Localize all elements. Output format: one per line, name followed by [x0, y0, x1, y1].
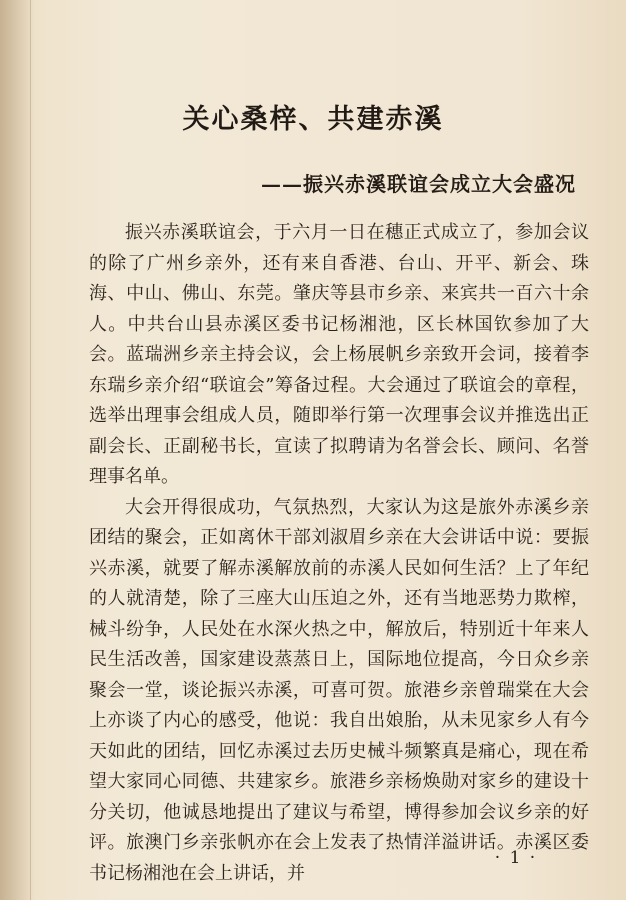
article-body [89, 218, 589, 889]
paragraph-1: 振兴赤溪联谊会，于六月一日在穗正式成立了，参加会议的除了广州乡亲外，还有来自香港、台山、开平、新会、珠海、中山、佛山、东莞。肇庆等县市乡亲、来宾共一百六十余人。中共台山县赤溪区委书记杨湘池，区长林国钦参加了大会。蓝瑞洲乡亲主持会议，会上杨展帆乡亲致开会词，接着李东瑞乡亲介绍“联谊会”筹备过程。大会通过了联谊会的章程，选举出理事会组成人员，随即举行第一次理事会议并推选出正副会长、正副秘书长，宣读了拟聘请为名誉会长、顾问、名誉理事名单。 [89, 222, 589, 487]
page-number: · 1 · [494, 848, 538, 868]
article-subtitle: ——振兴赤溪联谊会成立大会盛况 [261, 172, 576, 196]
article-title: 关心桑梓、共建赤溪 [182, 104, 444, 135]
paragraph-2: 大会开得很成功，气氛热烈，大家认为这是旅外赤溪乡亲团结的聚会，正如离休干部刘淑眉乡亲在大会讲话中说：要振兴赤溪，就要了解赤溪解放前的赤溪人民如何生活？上了年纪的人就清楚，除了三座大山压迫之外，还有当地恶势力欺榨，械斗纷争，人民处在水深火热之中，解放后，特别近十年来人民生活改善，国家建设蒸蒸日上，国际地位提高，今日众乡亲聚会一堂，谈论振兴赤溪，可喜可贺。旅港乡亲曾瑞棠在大会上亦谈了内心的感受，他说：我自出娘胎，从未见家乡人有今天如此的团结，回忆赤溪过去历史械斗频繁真是痛心，现在希望大家同心同德、共建家乡。旅港乡亲杨焕勋对家乡的建设十分关切，他诚恳地提出了建议与希望，博得参加会议乡亲的好评。旅澳门乡亲张帆亦在会上发表了热情洋溢讲话。赤溪区委书记杨湘池在会上讲话，并 [89, 496, 589, 884]
